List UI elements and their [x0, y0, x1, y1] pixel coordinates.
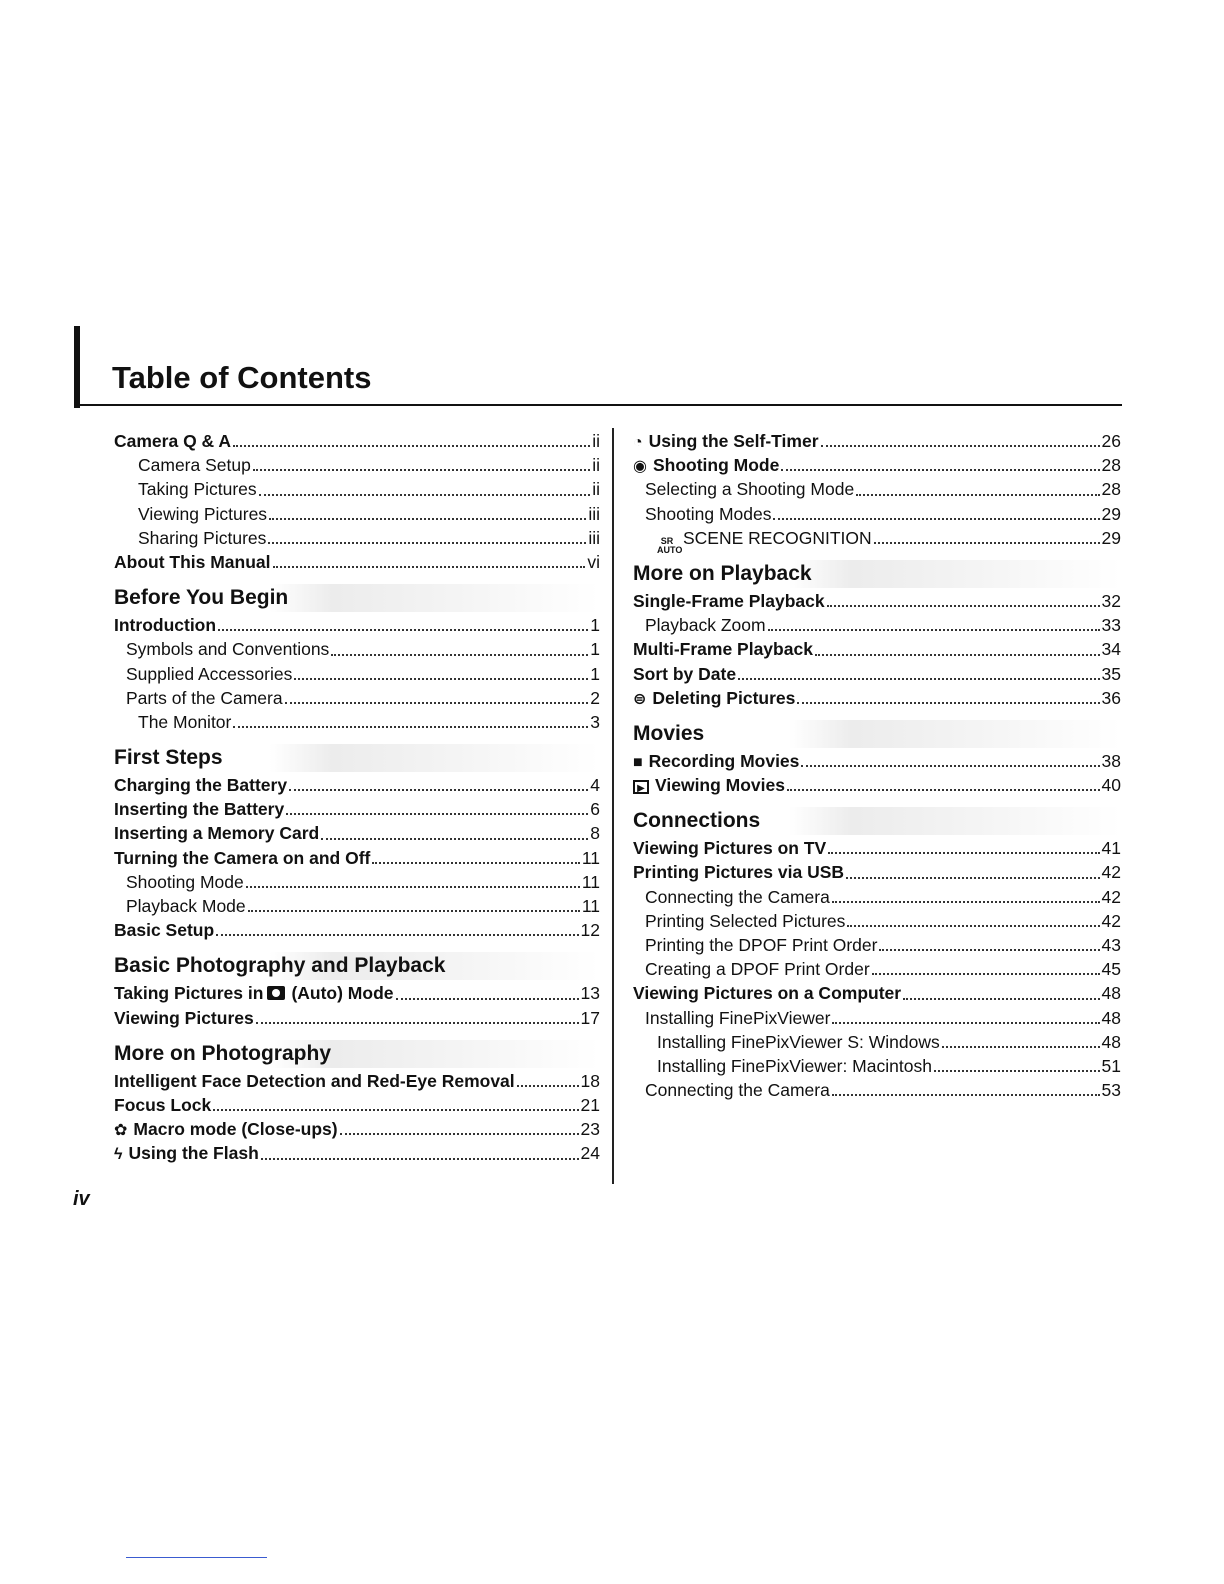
toc-entry[interactable] — [633, 749, 1121, 773]
toc-entry-label: The Monitor — [138, 711, 232, 732]
dot-leader — [781, 468, 1099, 471]
section-heading-before-you-begin: Before You Begin — [114, 584, 600, 612]
toc-entry[interactable] — [114, 613, 600, 637]
dot-leader — [773, 517, 1099, 520]
toc-entry[interactable] — [114, 894, 600, 918]
toc-entry[interactable] — [633, 502, 1121, 526]
toc-entry-page: 11 — [581, 896, 600, 916]
toc-entry[interactable] — [114, 870, 600, 894]
toc-entry-label: Introduction — [114, 615, 217, 636]
dot-leader — [273, 565, 586, 568]
toc-entry[interactable] — [114, 686, 600, 710]
toc-entry-page: 42 — [1101, 910, 1121, 931]
dot-leader — [256, 1021, 579, 1024]
toc-entry-page: 13 — [580, 983, 600, 1004]
toc-entry-label: Inserting a Memory Card — [114, 823, 320, 844]
dot-leader — [934, 1069, 1100, 1072]
toc-entry-page: 34 — [1101, 639, 1121, 660]
playback-icon: ▶ — [633, 780, 649, 794]
toc-left-column — [114, 429, 600, 1166]
toc-entry[interactable] — [633, 860, 1121, 884]
dot-leader — [832, 1021, 1099, 1024]
toc-entry[interactable] — [114, 526, 600, 550]
toc-entry[interactable] — [114, 477, 600, 501]
toc-entry-label: Focus Lock — [114, 1094, 212, 1115]
dot-leader — [216, 933, 578, 936]
page-number: iv — [73, 1188, 90, 1210]
toc-entry-label: Basic Setup — [114, 920, 215, 941]
toc-entry-page: 24 — [580, 1143, 600, 1164]
toc-entry[interactable] — [633, 1054, 1121, 1078]
toc-entry-page: 40 — [1101, 775, 1121, 796]
toc-entry-page: 48 — [1101, 1031, 1121, 1052]
toc-entry-label: Connecting the Camera — [645, 886, 830, 907]
dot-leader — [846, 876, 1100, 879]
toc-entry-page: 43 — [1101, 935, 1121, 955]
toc-entry[interactable] — [633, 637, 1121, 661]
toc-entry-page: 11 — [581, 847, 600, 868]
toc-entry-label: Printing the DPOF Print Order — [645, 935, 878, 955]
section-heading-first-steps: First Steps — [114, 744, 600, 772]
section-heading-connections: Connections — [633, 807, 1121, 835]
toc-entry[interactable] — [633, 885, 1121, 909]
toc-entry-label: Single-Frame Playback — [633, 590, 825, 611]
toc-entry[interactable] — [633, 662, 1121, 686]
toc-entry[interactable] — [114, 1069, 600, 1093]
toc-entry-page: 8 — [590, 823, 600, 844]
dot-leader — [233, 444, 590, 447]
dot-leader — [269, 517, 586, 520]
dot-leader — [801, 764, 1099, 767]
toc-entry[interactable] — [114, 637, 600, 661]
section-heading-basic-photography: Basic Photography and Playback — [114, 952, 600, 980]
dot-leader — [340, 1132, 579, 1135]
dot-leader — [874, 541, 1100, 544]
title-accent-bar — [74, 326, 80, 408]
toc-entry-label: Viewing Pictures on a Computer — [633, 983, 902, 1004]
toc-entry-page: 32 — [1101, 590, 1121, 611]
dot-leader — [218, 628, 588, 631]
toc-entry-page: 18 — [580, 1070, 600, 1091]
toc-entry-label: Shooting Mode — [126, 871, 244, 892]
toc-entry-page: 45 — [1101, 959, 1121, 980]
dot-leader — [246, 885, 580, 888]
toc-entry-label: Taking Pictures — [138, 479, 257, 500]
toc-entry[interactable] — [114, 773, 600, 797]
toc-entry-page: 51 — [1101, 1055, 1121, 1076]
toc-entry-label: Installing FinePixViewer: Macintosh — [657, 1055, 932, 1076]
dot-leader — [815, 653, 1100, 656]
toc-entry-page: 12 — [580, 920, 600, 941]
self-timer-icon: ◔ — [633, 434, 643, 451]
dot-leader — [289, 788, 588, 791]
toc-entry-label: Playback Zoom — [645, 615, 766, 636]
dot-leader — [832, 1093, 1100, 1096]
sr-auto-icon-top: SR — [660, 535, 674, 546]
toc-entry-page: 38 — [1101, 750, 1121, 771]
macro-icon: ✿ — [114, 1122, 128, 1140]
toc-entry-label: About This Manual — [114, 551, 271, 572]
dot-leader — [285, 701, 589, 704]
toc-entry[interactable] — [114, 918, 600, 942]
toc-entry-label: Camera Q & A — [114, 431, 232, 451]
toc-entry-label: Sort by Date — [633, 663, 737, 684]
dot-leader — [294, 677, 588, 680]
toc-entry-label: Supplied Accessories — [126, 663, 293, 684]
toc-entry-page: ii — [592, 455, 600, 476]
toc-entry[interactable] — [633, 981, 1121, 1005]
toc-entry-page: 1 — [590, 639, 600, 660]
toc-entry-page: 11 — [581, 871, 600, 892]
toc-entry-page: 28 — [1101, 479, 1121, 500]
toc-entry-page: 53 — [1101, 1080, 1121, 1101]
toc-entry-page: 4 — [590, 775, 600, 796]
toc-entry-label: Printing Pictures via USB — [633, 862, 845, 883]
toc-entry[interactable] — [633, 773, 1121, 797]
toc-entry-label: Turning the Camera on and Off — [114, 847, 371, 868]
toc-entry-page: 48 — [1101, 983, 1121, 1004]
toc-entry[interactable] — [114, 550, 600, 574]
dot-leader — [286, 812, 588, 815]
toc-entry[interactable] — [114, 662, 600, 686]
dot-leader — [372, 861, 579, 864]
toc-entry-label: Installing FinePixViewer S: Windows — [657, 1031, 940, 1052]
dot-leader — [797, 701, 1099, 704]
dot-leader — [213, 1108, 578, 1111]
toc-entry[interactable] — [114, 821, 600, 845]
toc-entry[interactable] — [114, 502, 600, 526]
toc-entry-page: 29 — [1101, 527, 1121, 548]
toc-entry-label: Shooting Modes — [645, 503, 772, 524]
section-heading-more-on-playback: More on Playback — [633, 560, 1121, 588]
dot-leader — [268, 541, 586, 544]
toc-entry[interactable] — [633, 589, 1121, 613]
section-heading-movies: Movies — [633, 720, 1121, 748]
flash-icon: ϟ — [114, 1146, 123, 1164]
toc-entry-label: Selecting a Shooting Mode — [645, 479, 855, 500]
dot-leader — [253, 468, 590, 471]
dot-leader — [738, 677, 1099, 680]
toc-entry-label: Symbols and Conventions — [126, 639, 330, 660]
toc-entry[interactable] — [633, 836, 1121, 860]
scan-artifact-line — [126, 1557, 267, 1558]
title-rule — [74, 404, 1122, 406]
toc-entry[interactable] — [633, 957, 1121, 981]
toc-entry[interactable] — [633, 1006, 1121, 1030]
dot-leader — [872, 972, 1100, 975]
toc-entry-label: Viewing Pictures — [114, 1007, 254, 1028]
toc-entry-page: iii — [588, 527, 600, 548]
toc-entry[interactable] — [633, 933, 1121, 957]
toc-entry-label-end: (Auto) Mode — [291, 983, 394, 1004]
toc-entry-label: Connecting the Camera — [645, 1080, 830, 1101]
toc-entry-page: 17 — [580, 1007, 600, 1028]
toc-entry-page: 28 — [1101, 455, 1121, 476]
toc-entry-page: vi — [587, 551, 600, 572]
toc-entry-page: 33 — [1101, 615, 1121, 636]
dot-leader — [821, 444, 1100, 447]
dot-leader — [832, 900, 1100, 903]
toc-entry[interactable] — [633, 1078, 1121, 1102]
toc-entry-label: Creating a DPOF Print Order — [645, 959, 870, 980]
toc-entry[interactable] — [114, 846, 600, 870]
sr-auto-icon-bottom: AUTO — [657, 544, 683, 555]
toc-entry-label: Viewing Movies — [655, 775, 785, 796]
toc-entry[interactable] — [114, 981, 600, 1005]
toc-entry-label — [114, 981, 394, 1005]
toc-entry[interactable] — [633, 613, 1121, 637]
toc-entry[interactable] — [633, 909, 1121, 933]
toc-entry-page: 42 — [1101, 886, 1121, 907]
toc-entry-label: Deleting Pictures — [652, 687, 796, 708]
dot-leader — [517, 1084, 579, 1087]
toc-entry-label: Multi-Frame Playback — [633, 639, 813, 660]
column-divider — [612, 428, 614, 1184]
dot-leader — [856, 493, 1099, 496]
toc-entry-page: 23 — [580, 1119, 600, 1140]
toc-entry-label: Macro mode (Close-ups) — [133, 1119, 338, 1140]
toc-entry-label: Playback Mode — [126, 896, 246, 916]
toc-entry-page: 26 — [1101, 431, 1121, 451]
toc-entry[interactable] — [114, 1117, 600, 1141]
toc-entry[interactable] — [114, 710, 600, 734]
toc-entry[interactable] — [633, 686, 1121, 710]
toc-entry[interactable] — [633, 477, 1121, 501]
toc-entry-label: Viewing Pictures on TV — [633, 838, 827, 859]
toc-entry-label: Parts of the Camera — [126, 687, 283, 708]
dot-leader — [847, 924, 1099, 927]
dot-leader — [903, 997, 1099, 1000]
dot-leader — [331, 653, 588, 656]
dot-leader — [879, 948, 1099, 951]
toc-entry-label: Shooting Mode — [652, 455, 780, 476]
toc-entry-label: Using the Self-Timer — [648, 431, 819, 451]
toc-entry-page: 42 — [1101, 862, 1121, 883]
dot-leader — [248, 909, 580, 912]
toc-entry-page: iii — [588, 503, 600, 524]
toc-entry-label: Charging the Battery — [114, 775, 288, 796]
dot-leader — [768, 628, 1100, 631]
toc-entry-page: ii — [592, 479, 600, 500]
toc-entry-page: 35 — [1101, 663, 1121, 684]
delete-icon: ⊜ — [633, 690, 647, 708]
sr-auto-icon — [657, 535, 683, 555]
toc-entry-label: Inserting the Battery — [114, 799, 285, 820]
toc-entry[interactable] — [114, 429, 600, 453]
toc-entry-label: Printing Selected Pictures — [645, 910, 846, 931]
shooting-mode-icon: ◉ — [633, 458, 647, 476]
toc-entry[interactable] — [114, 1141, 600, 1165]
toc-entry[interactable] — [633, 453, 1121, 477]
dot-leader — [787, 788, 1100, 791]
toc-entry-page: 3 — [590, 711, 600, 732]
toc-entry-page: 36 — [1101, 687, 1121, 708]
toc-entry-page: ii — [592, 431, 600, 451]
toc-entry-label: Sharing Pictures — [138, 527, 267, 548]
toc-entry-page: 6 — [590, 799, 600, 820]
dot-leader — [321, 837, 588, 840]
dot-leader — [827, 604, 1100, 607]
dot-leader — [396, 997, 579, 1000]
toc-entry-label: Using the Flash — [128, 1143, 259, 1164]
toc-entry-page: 2 — [590, 687, 600, 708]
toc-entry-label: Installing FinePixViewer — [645, 1007, 831, 1028]
toc-entry-label: Intelligent Face Detection and Red-Eye Removal — [114, 1070, 515, 1091]
movie-camera-icon: ■ — [633, 753, 643, 771]
dot-leader — [233, 725, 588, 728]
toc-entry-page: 41 — [1101, 838, 1121, 859]
toc-entry[interactable] — [633, 526, 1121, 555]
toc-entry[interactable] — [633, 1030, 1121, 1054]
toc-entry-page: 1 — [590, 615, 600, 636]
dot-leader — [828, 851, 1099, 854]
toc-entry[interactable] — [114, 1006, 600, 1030]
toc-entry-page: 1 — [590, 663, 600, 684]
auto-camera-icon — [267, 986, 285, 1000]
dot-leader — [942, 1045, 1100, 1048]
toc-entry-label: SCENE RECOGNITION — [683, 527, 872, 548]
toc-entry[interactable] — [633, 429, 1121, 453]
toc-entry-label: Camera Setup — [138, 455, 251, 476]
toc-entry-label-start: Taking Pictures in — [114, 983, 264, 1004]
toc-entry[interactable] — [114, 1093, 600, 1117]
section-heading-more-on-photography: More on Photography — [114, 1040, 600, 1068]
toc-entry[interactable] — [114, 453, 600, 477]
dot-leader — [261, 1157, 579, 1160]
toc-right-column — [633, 429, 1121, 1102]
page-title: Table of Contents — [112, 360, 372, 395]
toc-entry-label: Viewing Pictures — [138, 503, 268, 524]
toc-entry-page: 29 — [1101, 503, 1121, 524]
toc-entry[interactable] — [114, 797, 600, 821]
toc-entry-page: 21 — [580, 1094, 600, 1115]
dot-leader — [259, 493, 591, 496]
toc-entry-label: Recording Movies — [648, 750, 800, 771]
toc-entry-page: 48 — [1101, 1007, 1121, 1028]
